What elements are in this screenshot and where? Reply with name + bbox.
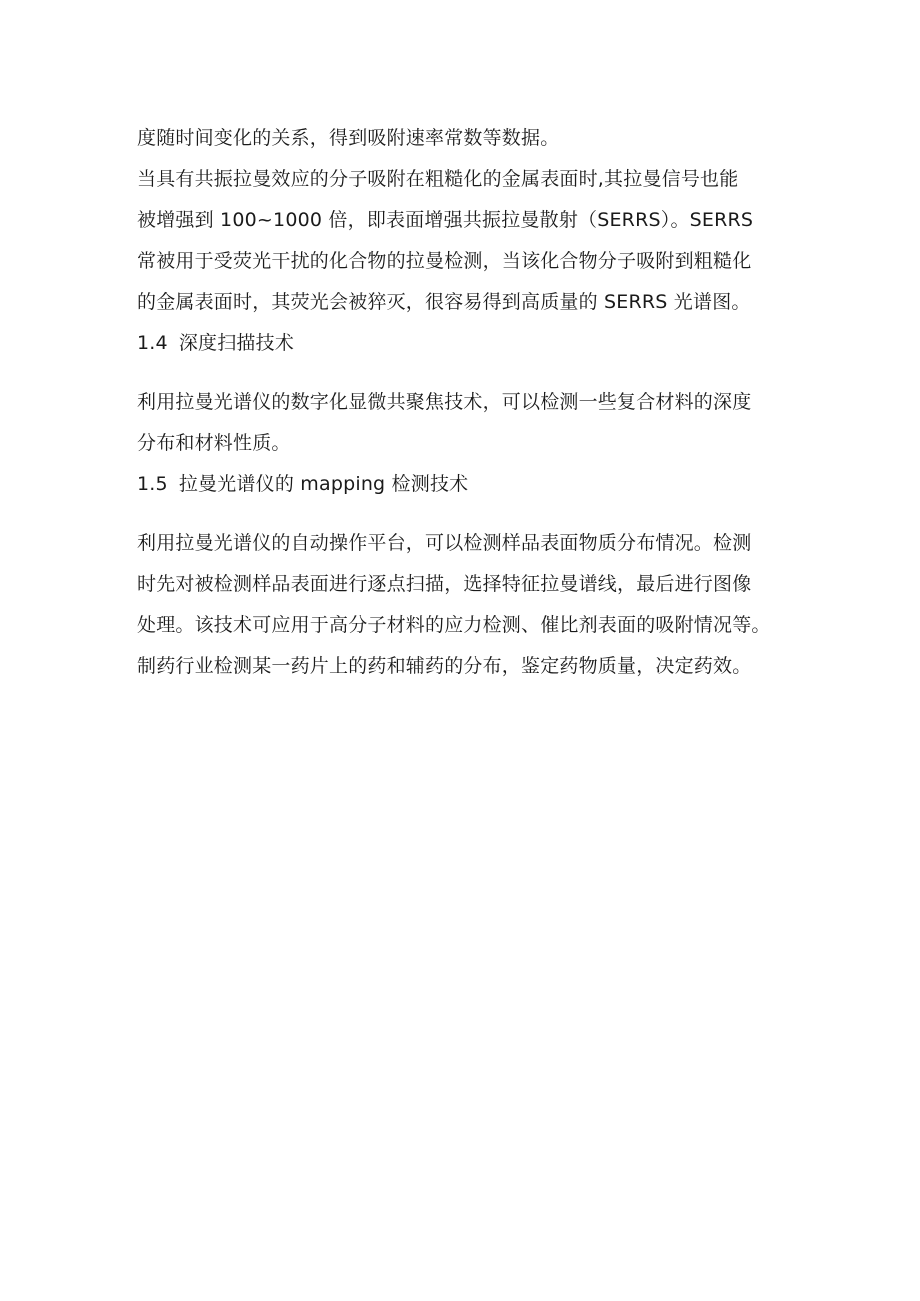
section-title: 拉曼光谱仪的 mapping 检测技术 — [178, 473, 469, 495]
section-heading-1-4 — [137, 323, 797, 364]
section-heading-1-5 — [137, 464, 797, 505]
document-body — [137, 118, 797, 687]
text-line: 被增强到 100~1000 倍，即表面增强共振拉曼散射（SERRS）。SERRS — [137, 209, 754, 231]
text-line: 的金属表面时，其荧光会被猝灭，很容易得到高质量的 SERRS 光谱图。 — [137, 291, 751, 313]
paragraph-adsorption — [137, 118, 797, 159]
text-line: 时先对被检测样品表面进行逐点扫描，选择特征拉曼谱线，最后进行图像 — [137, 573, 752, 595]
text-line: 处理。该技术可应用于高分子材料的应力检测、催比剂表面的吸附情况等。 — [137, 614, 771, 636]
text-line: 度随时间变化的关系，得到吸附速率常数等数据。 — [137, 127, 560, 149]
paragraph-depth-scan — [137, 382, 797, 464]
section-number: 1.5 — [137, 473, 168, 495]
section-number: 1.4 — [137, 332, 168, 354]
text-line: 当具有共振拉曼效应的分子吸附在粗糙化的金属表面时,其拉曼信号也能 — [137, 168, 739, 190]
text-line: 分布和材料性质。 — [137, 432, 291, 454]
text-line: 常被用于受荧光干扰的化合物的拉曼检测，当该化合物分子吸附到粗糙化 — [137, 250, 752, 272]
spacer — [137, 364, 797, 382]
paragraph-serrs — [137, 159, 797, 323]
section-title: 深度扫描技术 — [178, 332, 295, 354]
spacer — [137, 505, 797, 523]
text-line: 利用拉曼光谱仪的自动操作平台，可以检测样品表面物质分布情况。检测 — [137, 532, 752, 554]
text-line: 制药行业检测某一药片上的药和辅药的分布，鉴定药物质量，决定药效。 — [137, 655, 752, 677]
paragraph-mapping — [137, 523, 797, 687]
text-line: 利用拉曼光谱仪的数字化显微共聚焦技术，可以检测一些复合材料的深度 — [137, 391, 752, 413]
